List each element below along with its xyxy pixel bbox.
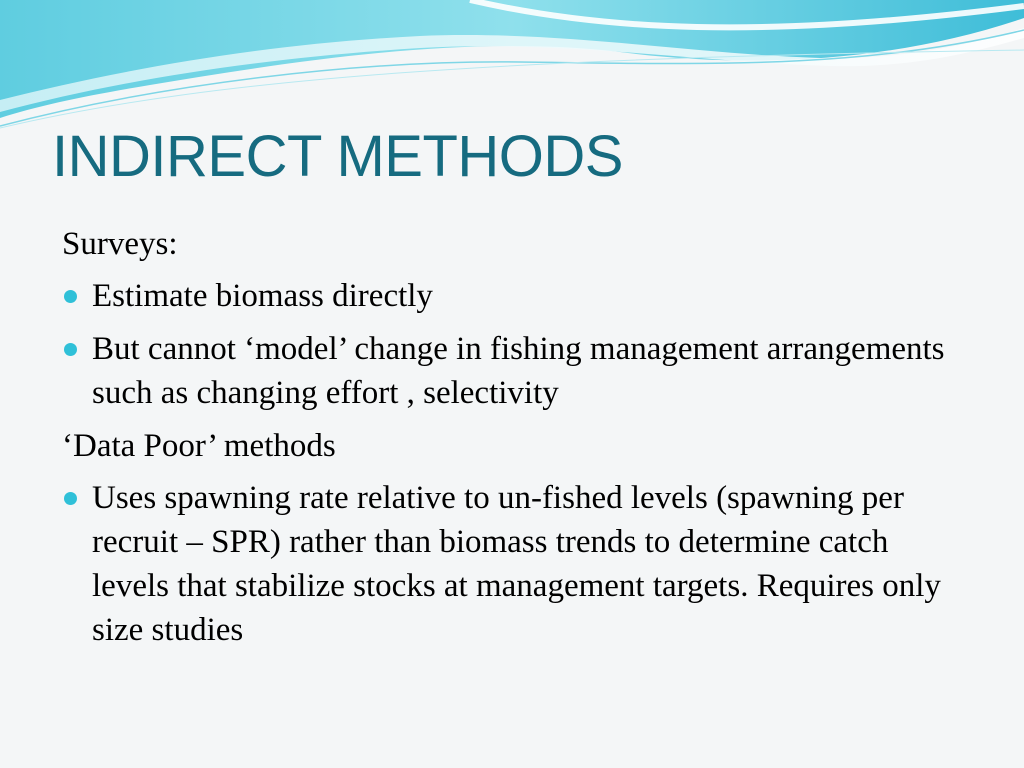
bullet-item: [62, 327, 972, 415]
bullet-item: [62, 274, 972, 318]
slide-content: [62, 222, 972, 661]
bullet-icon: [64, 290, 77, 303]
bullet-text: But cannot ‘model’ change in fishing management arrangements such as changing effort , selectivity: [92, 331, 945, 411]
header-wave-decoration: [0, 0, 1024, 130]
bullet-item: [62, 476, 972, 652]
bullet-icon: [64, 343, 77, 356]
bullet-icon: [64, 492, 77, 505]
section-heading-data-poor: ‘Data Poor’ methods: [62, 428, 336, 464]
section-heading-surveys: Surveys:: [62, 226, 178, 262]
bullet-text: Uses spawning rate relative to un-fished levels (spawning per recruit – SPR) rather than biomass trends to determine catch levels that stabilize stocks at management targets. Requires only size studies: [92, 480, 941, 648]
bullet-text: Estimate biomass directly: [92, 278, 433, 314]
slide-title: INDIRECT METHODS: [52, 124, 623, 189]
